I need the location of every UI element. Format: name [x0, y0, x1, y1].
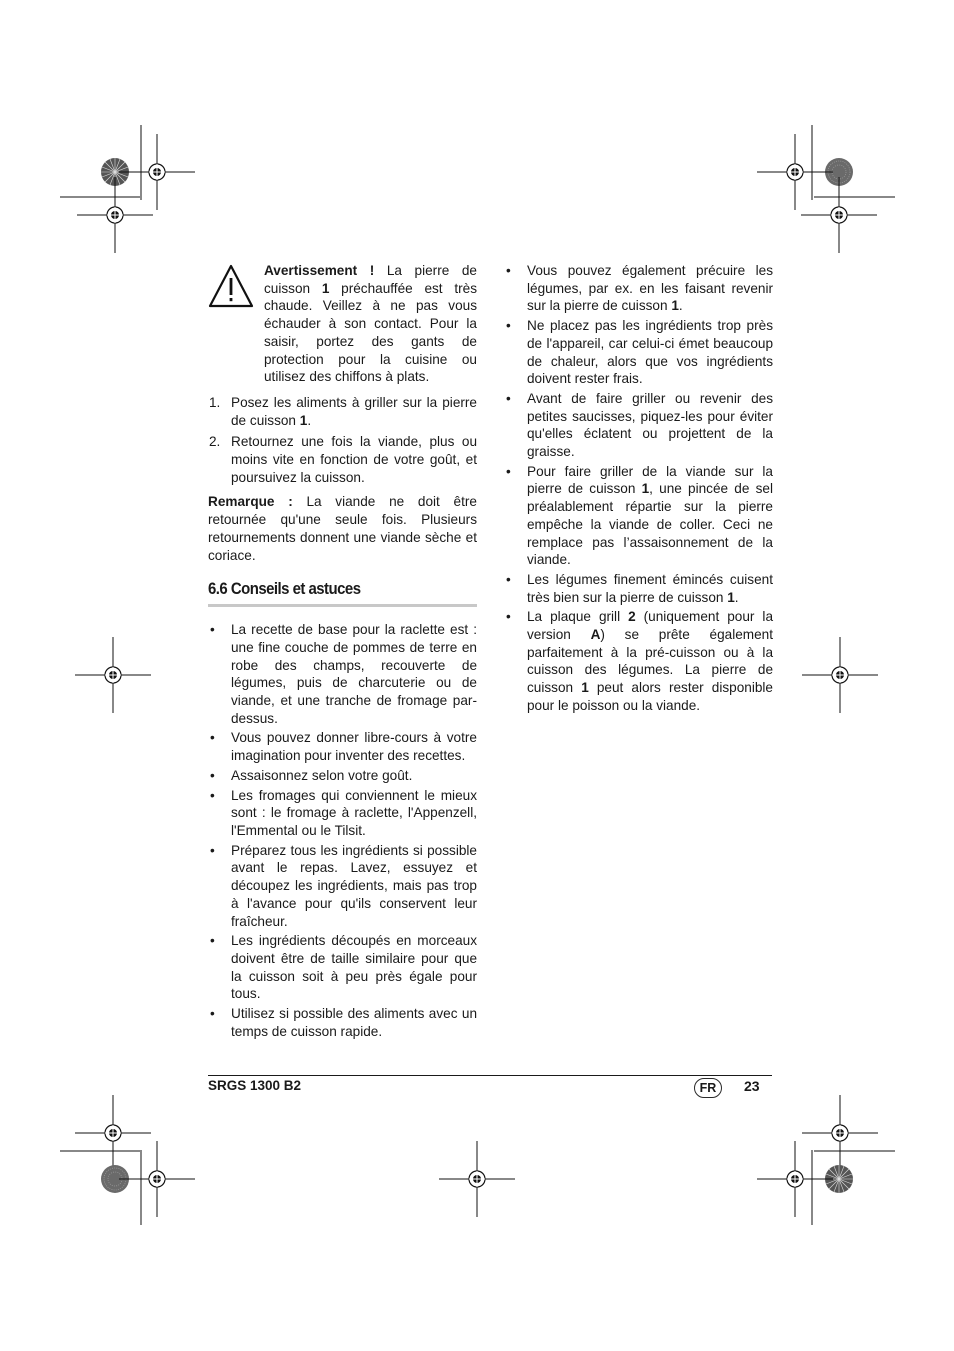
- step-number: 1.: [209, 394, 221, 410]
- list-item: [504, 608, 773, 714]
- bullet-icon: •: [506, 463, 511, 479]
- tip-ref: 1: [641, 481, 650, 497]
- tip-text: Pour faire griller de la viande sur la pierre de cuisson: [527, 463, 773, 497]
- remark-paragraph: [208, 493, 477, 564]
- remark-label: Remarque :: [208, 494, 293, 510]
- language-badge: [694, 1078, 722, 1098]
- tip-text: peut alors rester disponible pour le poisson ou la viande.: [527, 680, 773, 713]
- list-item: [504, 571, 773, 606]
- footer-model: SRGS 1300 B2: [208, 1078, 302, 1093]
- list-item: [208, 932, 477, 1003]
- right-column: [504, 262, 773, 717]
- bullet-icon: •: [210, 933, 215, 949]
- bullet-icon: •: [210, 767, 215, 783]
- bullet-icon: •: [506, 390, 511, 406]
- left-column: [208, 262, 477, 1042]
- bullet-icon: •: [506, 571, 511, 587]
- tip-ref: 1: [671, 298, 679, 314]
- warning-triangle-icon: [208, 264, 254, 308]
- tip-text: Les légumes finement émincés cuisent très bien sur la pierre de cuisson: [527, 571, 773, 605]
- step-text: Posez les aliments à griller sur la pierre de cuisson: [231, 394, 477, 428]
- tip-text: .: [734, 589, 739, 605]
- tip-text: (uniquement pour la version: [527, 609, 774, 643]
- tips-list-left: [208, 621, 477, 1040]
- tip-text: Vous pouvez également précuire les légumes, par ex. en les faisant revenir sur la pierre de cuisson: [527, 263, 773, 314]
- list-item: [208, 394, 477, 429]
- tips-list-right: [504, 262, 773, 715]
- tip-ref: 1: [581, 680, 589, 696]
- language-code: FR: [699, 1081, 717, 1095]
- bullet-icon: •: [210, 842, 215, 858]
- bullet-icon: •: [506, 609, 511, 625]
- list-item: [208, 621, 477, 727]
- list-item: [208, 433, 477, 486]
- remark-text: La viande ne doit être retournée qu'une seule fois. Plusieurs retournements donnent une viande sèche et coriace.: [208, 494, 477, 563]
- step-ref: 1: [299, 412, 308, 428]
- warning-block: [208, 262, 477, 386]
- warning-text: [264, 262, 477, 386]
- list-item: [208, 767, 477, 785]
- tip-text: Les ingrédients découpés en morceaux doivent être de taille similaire pour que la cuisson soit à peu près égale pour tous.: [231, 933, 477, 1002]
- warning-ref: 1: [321, 280, 330, 296]
- page-number: 23: [744, 1078, 760, 1094]
- warning-title: Avertissement !: [264, 263, 375, 278]
- footer-divider: [208, 1075, 772, 1076]
- step-text: Retournez une fois la viande, plus ou moins vite en fonction de votre goût, et poursuivez la cuisson.: [231, 434, 477, 485]
- tip-text: Avant de faire griller ou revenir des petites saucisses, piquez-les pour éviter qu'elles éclatent ou projettent de la graisse.: [527, 390, 773, 460]
- step-number: 2.: [209, 434, 221, 450]
- tip-ref: 2: [628, 609, 636, 625]
- step-text: .: [307, 412, 312, 428]
- tip-text: Les fromages qui conviennent le mieux sont : le fromage à raclette, l'Appenzell, l'Emmental ou le Tilsit.: [231, 787, 477, 838]
- list-item: [208, 1005, 477, 1040]
- tip-text: La recette de base pour la raclette est : une fine couche de pommes de terre en robe des champs, recouverte de légumes, puis de charcuterie ou de viande, et une tranche de fromage par-dessus.: [231, 622, 477, 726]
- bullet-icon: •: [210, 622, 215, 638]
- bullet-icon: •: [210, 1006, 215, 1022]
- warning-text-part: La pierre de cuisson: [264, 263, 477, 296]
- bullet-icon: •: [506, 263, 511, 278]
- list-item: [504, 317, 773, 388]
- tip-text: Assaisonnez selon votre goût.: [231, 767, 413, 783]
- tip-text: ) se prête également parfaitement à la pré-cuisson ou à la cuisson des légumes. La pierre de cuisson: [527, 627, 773, 696]
- tip-text: Utilisez si possible des aliments avec un temps de cuisson rapide.: [231, 1006, 477, 1039]
- list-item: [504, 390, 773, 461]
- tip-text: Vous pouvez donner libre-cours à votre imagination pour inventer des recettes.: [231, 730, 477, 764]
- list-item: [208, 842, 477, 931]
- tip-ref: 1: [727, 589, 735, 605]
- section-divider: [208, 604, 477, 607]
- bullet-icon: •: [210, 730, 215, 746]
- tip-text: Préparez tous les ingrédients si possible avant le repas. Lavez, essuyez et découpez les ingrédients, mais pas trop à l'avance pour qu'ils conservent leur fraîcheur.: [231, 842, 477, 929]
- warning-text-part: préchauffée est très chaude. Veillez à ne pas vous échauder à son contact. Pour la saisir, portez des gants de protection pour la cuisine ou utilisez des chiffons à plats.: [264, 280, 477, 385]
- section-heading: 6.6 Conseils et astuces: [208, 579, 361, 599]
- list-item: [208, 729, 477, 764]
- list-item: [208, 787, 477, 840]
- tip-text: , une pincée de sel préalablement répartie sur la pierre empêche la viande de coller. Ceci ne remplace pas l’assaisonnement de la viande.: [527, 481, 773, 568]
- steps-list: [208, 394, 477, 487]
- list-item: [504, 262, 773, 315]
- tip-text: Ne placez pas les ingrédients trop près de l'appareil, car celui-ci émet beaucoup de chaleur, alors que vos ingrédients doivent rester frais.: [527, 318, 773, 387]
- tip-text: La plaque grill: [527, 609, 629, 625]
- list-item: [504, 463, 773, 569]
- bullet-icon: •: [506, 318, 511, 334]
- tip-text: .: [678, 298, 683, 314]
- bullet-icon: •: [210, 787, 215, 803]
- tip-ref: A: [590, 627, 601, 643]
